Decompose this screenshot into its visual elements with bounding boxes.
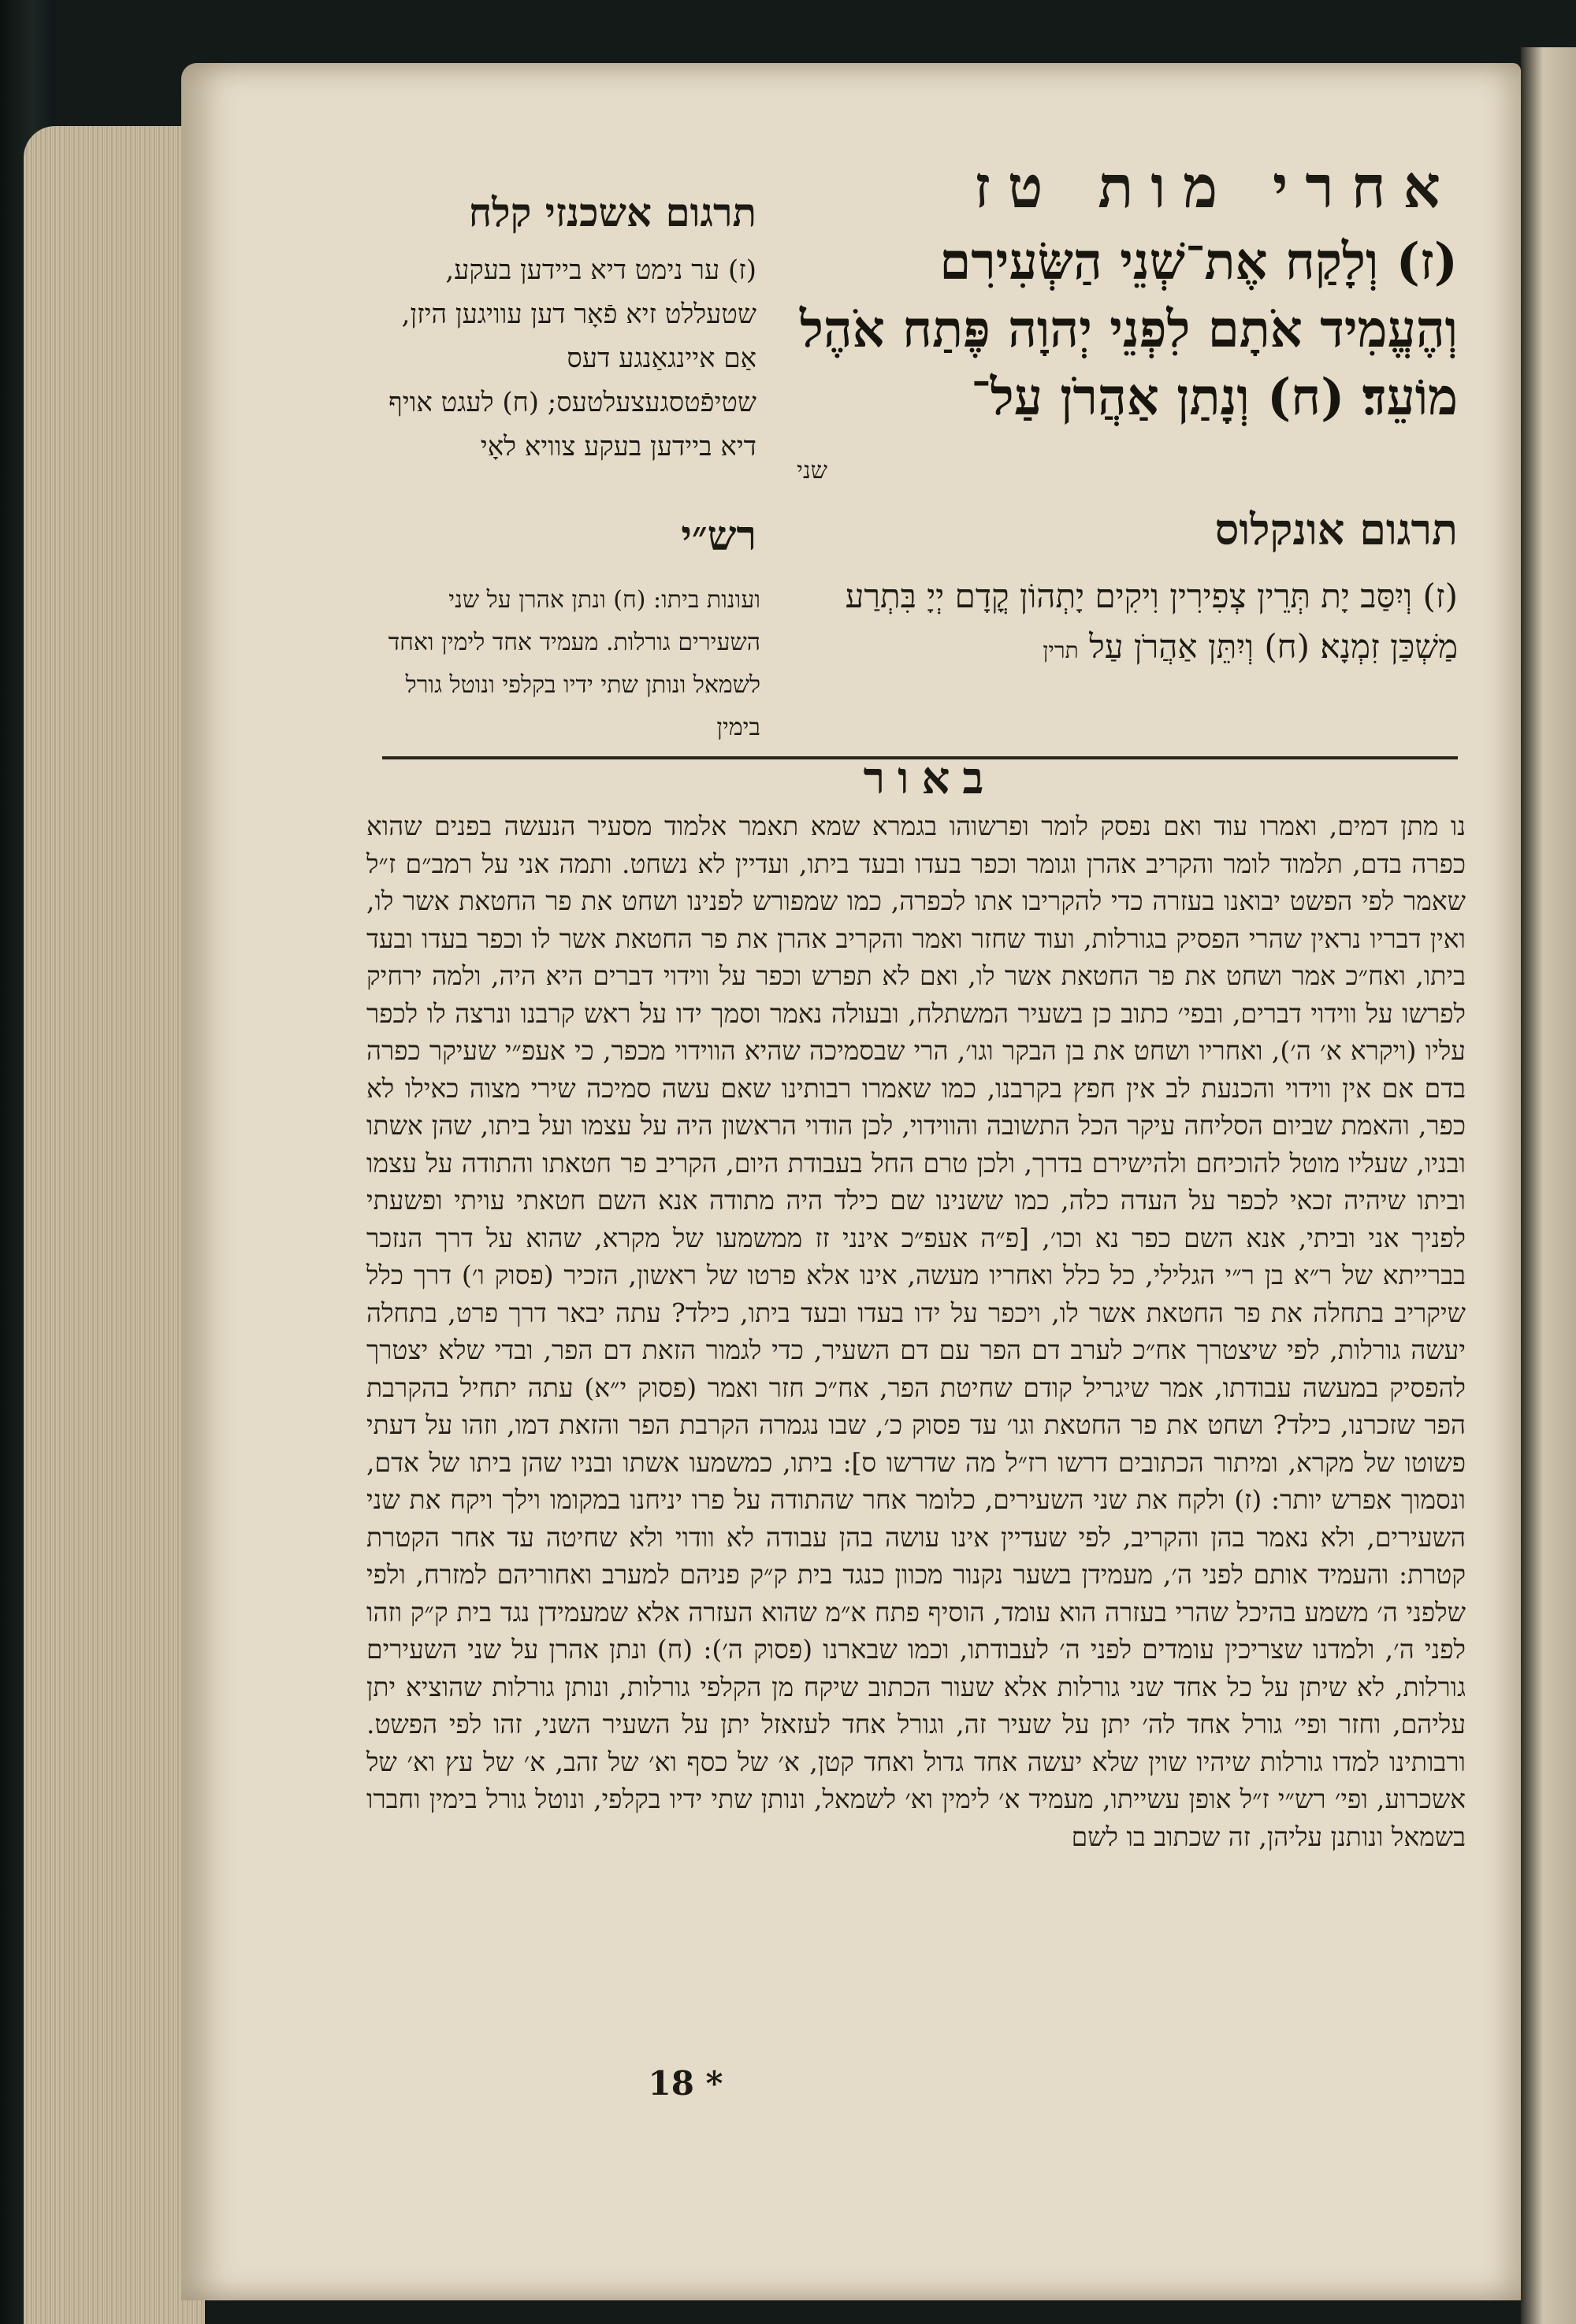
parsha-title: אחרי מות טז bbox=[974, 154, 1458, 221]
translation-title: תרגום אשכנזי קלח bbox=[468, 189, 756, 236]
verse-catchword: שני bbox=[797, 457, 827, 484]
page-number: 18 * bbox=[648, 2064, 723, 2103]
onkelos-catchword: תרין bbox=[1043, 637, 1079, 663]
biur-heading: באור bbox=[863, 752, 997, 804]
page-stack-edges bbox=[24, 126, 205, 2324]
rashi-heading: רש״י bbox=[681, 512, 756, 560]
onkelos-text bbox=[788, 571, 1458, 676]
biur-commentary-text: נו מתן דמים, ואמרו עוד ואם נפסק לומר ופרשוהו בגמרא שמא תאמר אלמוד מסעיר הנעשה בפנים שהוא כפרה בדם, תלמוד לומר והקריב אהרן וגומר וכפר בעדו ובעד ביתו, ועדיין לא נשחט. ותמה אני על רמב״ם ז״ל שאמר לפי הפשט יבואנו בעזרה כדי להקריבו אתו לכפרה, כמו שמפורש לפנינו ושחט את פר החטאת אשר לו, ואין דבריו נראין שהרי הפסיק בגורלות, ועוד שחזר ואמר והקריב אהרן את פר החטאת אשר לו וכפר בעדו ובעד ביתו, ואח״כ אמר ושחט את פר החטאת אשר לו, ואם לא תפרש וכפר על ווידוי דברים היא היה, ולמה ירחיק לפרשו על ווידוי דברים, ובפי׳ כתוב כן בשעיר המשתלח, ובעולה נאמר וסמך ידו על ראש קרבנו ונרצה לו לכפר עליו (ויקרא א׳ ה׳), ואחריו ושחט את בן הבקר וגו׳, הרי שבסמיכה שהיא הווידוי מכפר, כי אעפ״י שעיקר כפרה בדם אם אין ווידוי והכנעת לב אין חפץ בקרבנו, כמו שאמרו רבותינו שאם עשה סמיכה שירי מצוה כאילו לא כפר, והאמת שביום הסליחה עיקר הכל התשובה והווידוי, לכן הודוי הראשון היה על עצמו ועל ביתו, שהן אשתו ובניו, שעליו מוטל להוכיחם ולהישירם בדרך, ולכן טרם החל בעבודת היום, הקריב פר חטאתו והתודה על עצמו וביתו שיהיה זכאי לכפר על העדה כלה, כמו ששנינו שם כילד היה מתודה אנא השם חטאתי עויתי ופשעתי לפניך אני וביתי, אנא השם כפר נא וכו׳, [פ״ה אעפ״כ אינני זז ממשמעו של מקרא, שהוא על דרך הנזכר בברייתא של ר״א בן ר״י הגלילי, כל כלל ואחריו מעשה, אינו אלא פרטו של ראשון, הזכיר (פסוק ו׳) דרך כלל שיקריב בתחלה את פר החטאת אשר לו, ויכפר על ידו בעדו ובעד ביתו, כילד? עתה יבאר דרך פרט, בתחלה יעשה גורלות, לפי שיצטרך אח״כ לערב דם הפר עם דם השעיר, כדי לגמור הזאת דם הפר, ובדי שלא יצטרך להפסיק במעשה עבודתו, אמר שיגריל קודם שחיטת הפר, אח״כ חזר ואמר (פסוק י״א) עתה יתחיל בהקרבת הפר שזכרנו, כילד? ושחט את פר החטאת וגו׳ עד פסוק כ׳, שבו נגמרה הקרבת הפר והזאת דמו, וזהו על דעתי פשוטו של מקרא, ומיתור הכתובים דרשו רז״ל מה שדרשו ס]: ביתו, כמשמעו אשתו ובניו שהן ביתו של אדם, ונסמוך אפרש יותר: (ז) ולקח את שני השעירים, כלומר אחר שהתודה על פרו יניחנו במקומו וילך ויקח את שני השעירים, ולא נאמר בהן והקריב, לפי שעדיין אינו עושה בהן עבודה לא וודוי ולא שחיטה עד אחר הקטרת קטרת: והעמיד אותם לפני ה׳, מעמידן בשער נקנור מכוון כנגד בית ק״ק פניהם למערב ואחוריהם למזרח, ולפי שלפני ה׳ משמע בהיכל שהרי בעזרה הוא עומד, הוסיף פתח א״מ שהוא העזרה אלא שמעמידן נגד בית ק״ק וזהו לפני ה׳, ולמדנו שצריכין עומדים לפני ה׳ לעבודתו, וכמו שבארנו (פסוק ה׳): (ח) ונתן אהרן על שני השעירים גורלות, לא שיתן על כל אחד שני גורלות אלא שעור הכתוב שיקח מן הקלפי גורלות, ונותן גורלות שהוציא יתן עליהם, וחזר ופי׳ גורל אחד לה׳ יתן על שעיר זה, וגורל אחד לעזאזל יתן על השעיר השני, זהו לפי הפשט. ורבותינו למדו גורלות שיהיו שוין שלא יעשה אחד גדול ואחד קטן, א׳ של כסף וא׳ של זהב, א׳ של עץ וא׳ של אשכרוע, ופי׳ רש״י ז״ל אופן עשייתו, מעמיד א׳ לימין וא׳ לשמאל, ונותן שתי ידיו בקלפי, ונוטל גורל בימין וחברו בשמאל ונותנן עליהן, זה שכתוב בו לשם bbox=[366, 811, 1466, 1852]
facing-page-edge bbox=[1521, 47, 1576, 2324]
onkelos-body: (ז) וְיִסַּב יָת תְּרֵין צְפִירִין וִיקִים יָתְהוֹן קֳדָם יְיָ בִּתְרַע מַשְׁכַּן זִמְנָא׃ (ח) וְיִתֵּן אַהֲרֹן עַל bbox=[845, 577, 1458, 666]
rashi-body: ועונות ביתו: (ח) ונתן אהרן על שני השעירים גורלות. מעמיד אחד לימין ואחד לשמאל ונותן שתי ידיו בקלפי ונוטל גורל bbox=[388, 586, 760, 699]
rashi-text bbox=[362, 579, 760, 749]
torah-verse-text: (ז) וְלָקַח אֶת־שְׁנֵי הַשְּׂעִירִם וְהֶעֱמִיד אֹתָם לִפְנֵי יְהוָה פֶּתַח אֹהֶל מוֹעֵד׃ (ח) וְנָתַן אַהֲרֹן עַל־ bbox=[799, 232, 1458, 427]
german-translation-text: (ז) ער נימט דיא ביידען בעקע, שטעללט זיא פֿאָר דען עוויגען היזן, אַם איינגאַנגע דעס שטיפֿטסגעצעלטעס; (ח) לעגט אויף דיא ביידען בעקע צוויא לאָי bbox=[388, 254, 756, 462]
rashi-catchword: בימין bbox=[716, 714, 760, 741]
onkelos-heading: תרגום אונקלוס bbox=[1214, 504, 1458, 555]
